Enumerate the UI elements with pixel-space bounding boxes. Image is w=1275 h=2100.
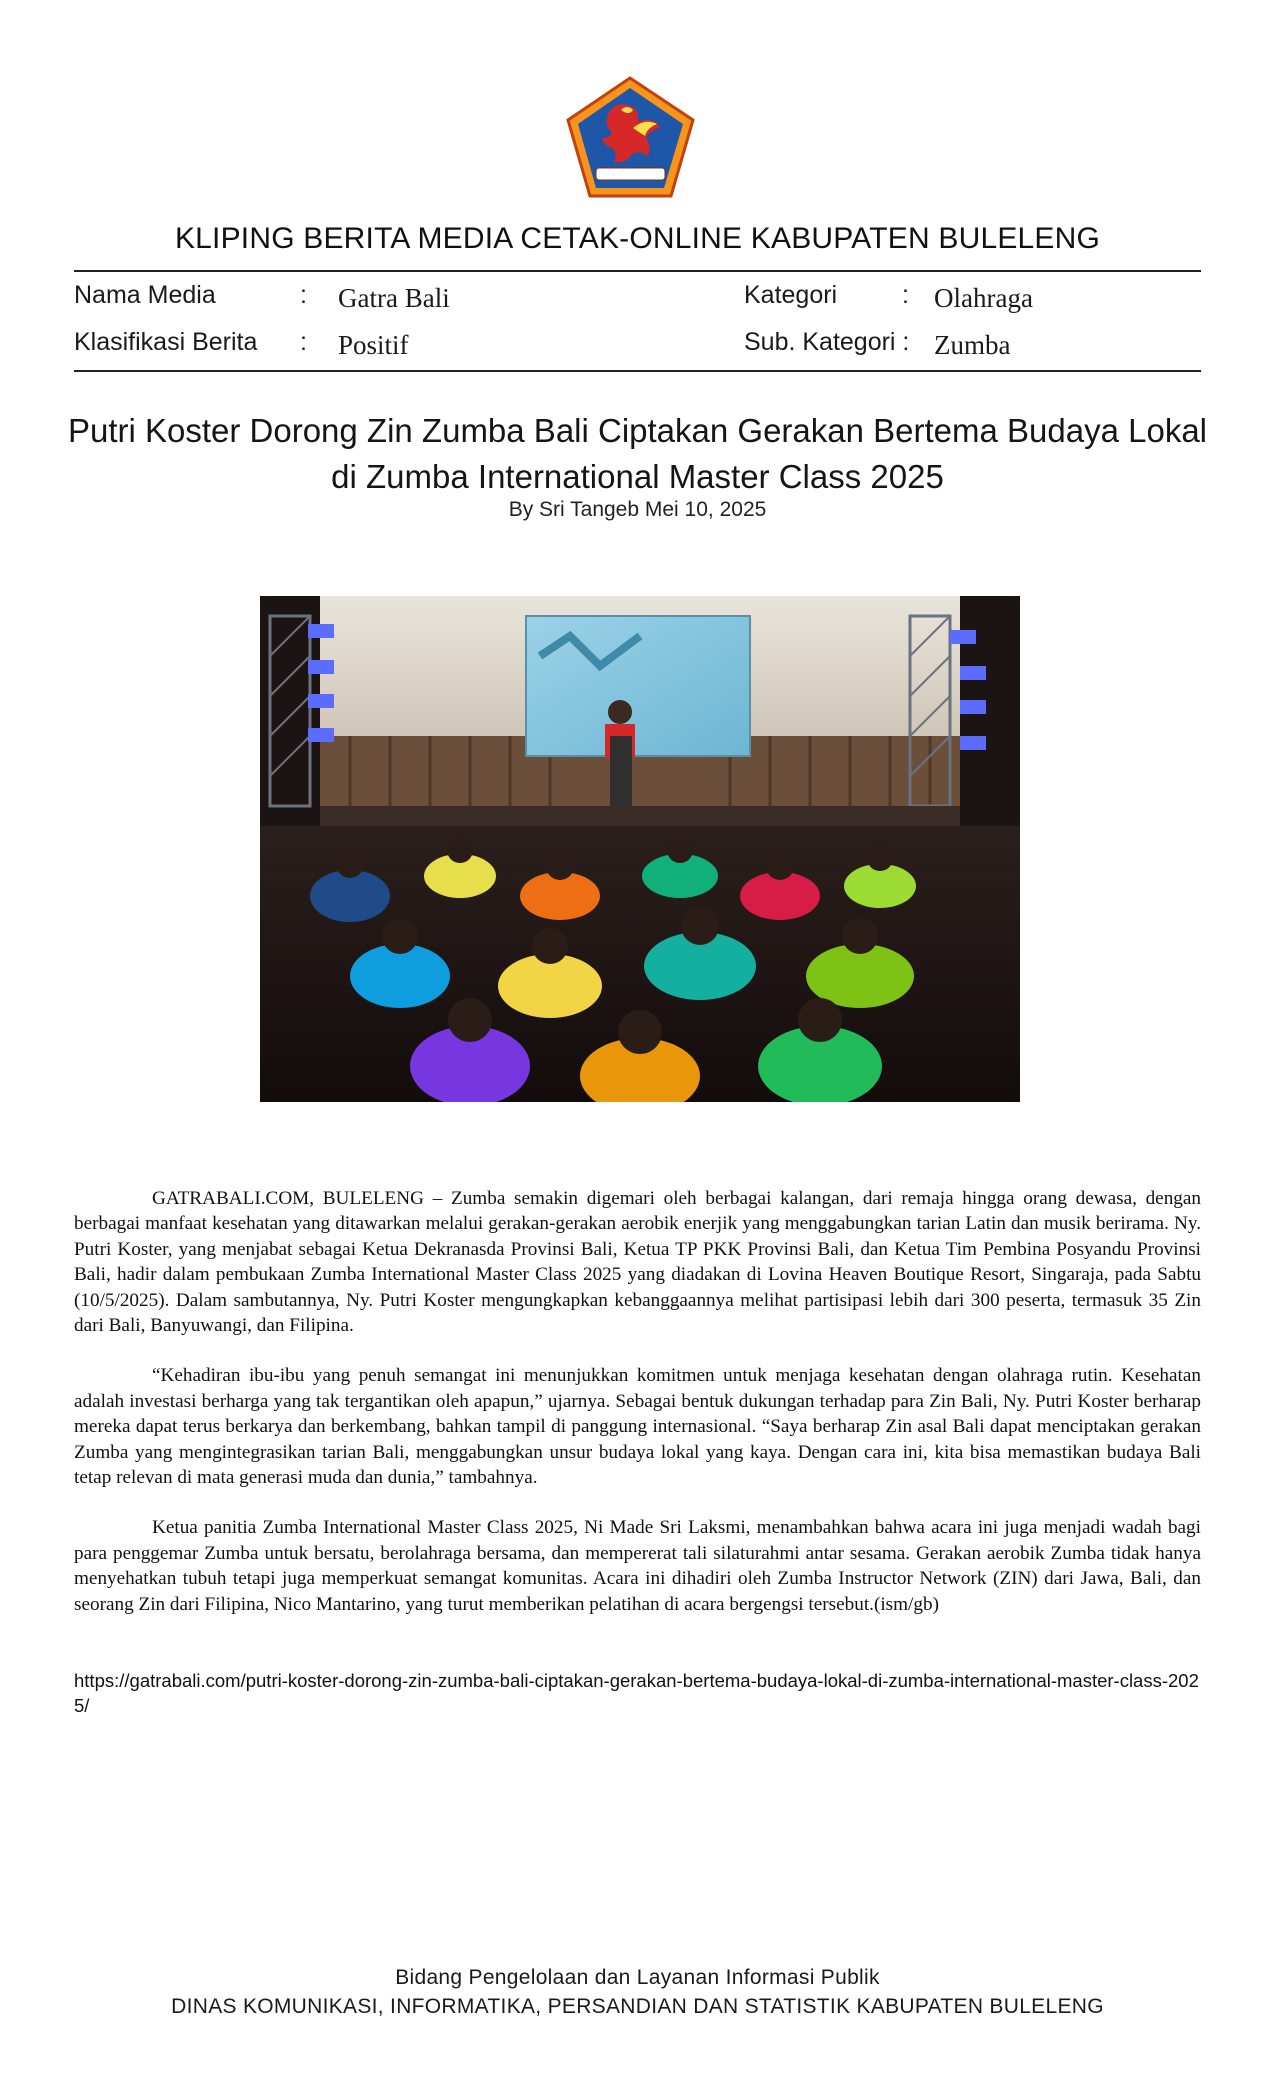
article-headline: Putri Koster Dorong Zin Zumba Bali Ciptakan Gerakan Bertema Budaya Lokal di Zumba International Master Class 2025 (67, 412, 1208, 495)
article-paragraph: Ketua panitia Zumba International Master Class 2025, Ni Made Sri Laksmi, menambahkan bahwa acara ini juga menjadi wadah bagi para penggemar Zumba untuk bersatu, berolahraga bersama, dan mempererat tali silaturahmi antar sesama. Gerakan aerobik Zumba tidak hanya menyehatkan tubuh tetapi juga memperkuat semangat komunitas. Acara ini dihadiri oleh Zumba Instructor Network (ZIN) dari Jawa, Bali, dan seorang Zin dari Filipina, Nico Mantarino, yang turut memberikan pelatihan di acara bergengsi tersebut.(ism/gb) (74, 1517, 1201, 1615)
subkategori-label: Sub. Kategori : (744, 328, 910, 356)
bottom-divider (74, 370, 1201, 372)
kategori-value: Olahraga (934, 283, 1033, 313)
footer-agency: DINAS KOMUNIKASI, INFORMATIKA, PERSANDIAN DAN STATISTIK KABUPATEN BULELENG (171, 1995, 1104, 2018)
subkategori-value: Zumba (934, 330, 1011, 360)
article-paragraph: GATRABALI.COM, BULELENG – Zumba semakin digemari oleh berbagai kalangan, dari remaja hingga orang dewasa, dengan berbagai manfaat kesehatan yang ditawarkan melalui gerakan-gerakan aerobik enerjik yang menggabungkan tarian Latin dan musik berirama. Ny. Putri Koster, yang menjabat sebagai Ketua Dekranasda Provinsi Bali, Ketua TP PKK Provinsi Bali, dan Ketua Tim Pembina Posyandu Provinsi Bali, hadir dalam pembukaan Zumba International Master Class 2025 yang diadakan di Lovina Heaven Boutique Resort, Singaraja, pada Sabtu (10/5/2025). Dalam sambutannya, Ny. Putri Koster mengungkapkan kebanggaannya melihat partisipasi lebih dari 300 peserta, termasuk 35 Zin dari Bali, Banyuwangi, dan Filipina. (74, 1188, 1201, 1337)
footer-department: Bidang Pengelolaan dan Layanan Informasi Publik (395, 1966, 880, 1989)
article-byline: By Sri Tangeb Mei 10, 2025 (508, 498, 767, 521)
top-divider (74, 270, 1201, 272)
klasifikasi-label: Klasifikasi Berita (74, 328, 258, 356)
article-paragraph: “Kehadiran ibu-ibu yang penuh semangat ini menunjukkan komitmen untuk menjaga kesehatan dengan olahraga rutin. Kesehatan adalah investasi berharga yang tak tergantikan oleh apapun,” ujarnya. Sebagai bentuk dukungan terhadap para Zin Bali, Ny. Putri Koster berharap mereka dapat terus berkarya dan berkembang, bahkan tampil di panggung internasional. “Saya berharap Zin asal Bali dapat menciptakan gerakan Zumba yang mengintegrasikan tarian Bali, menggabungkan unsur budaya lokal yang kaya. Dengan cara ini, kita bisa memastikan budaya Bali tetap relevan di mata generasi muda dan dunia,” tambahnya. (74, 1365, 1201, 1489)
klasifikasi-colon: : (300, 328, 307, 356)
kategori-label: Kategori (744, 281, 838, 309)
article-photo (260, 596, 1020, 1102)
media-label: Nama Media (74, 281, 216, 309)
kategori-colon: : (902, 281, 909, 309)
article-body (74, 1186, 1201, 1642)
document-title: KLIPING BERITA MEDIA CETAK-ONLINE KABUPATEN BULELENG (174, 222, 1101, 255)
source-url: https://gatrabali.com/putri-koster-dorong-zin-zumba-bali-ciptakan-gerakan-bertema-budaya-lokal-di-zumba-international-master-class-2025/ (74, 1670, 1199, 1716)
singa-ambara-raja-crest-icon (563, 74, 698, 200)
klasifikasi-value: Positif (338, 330, 409, 360)
media-colon: : (300, 281, 307, 309)
media-value: Gatra Bali (338, 283, 450, 313)
